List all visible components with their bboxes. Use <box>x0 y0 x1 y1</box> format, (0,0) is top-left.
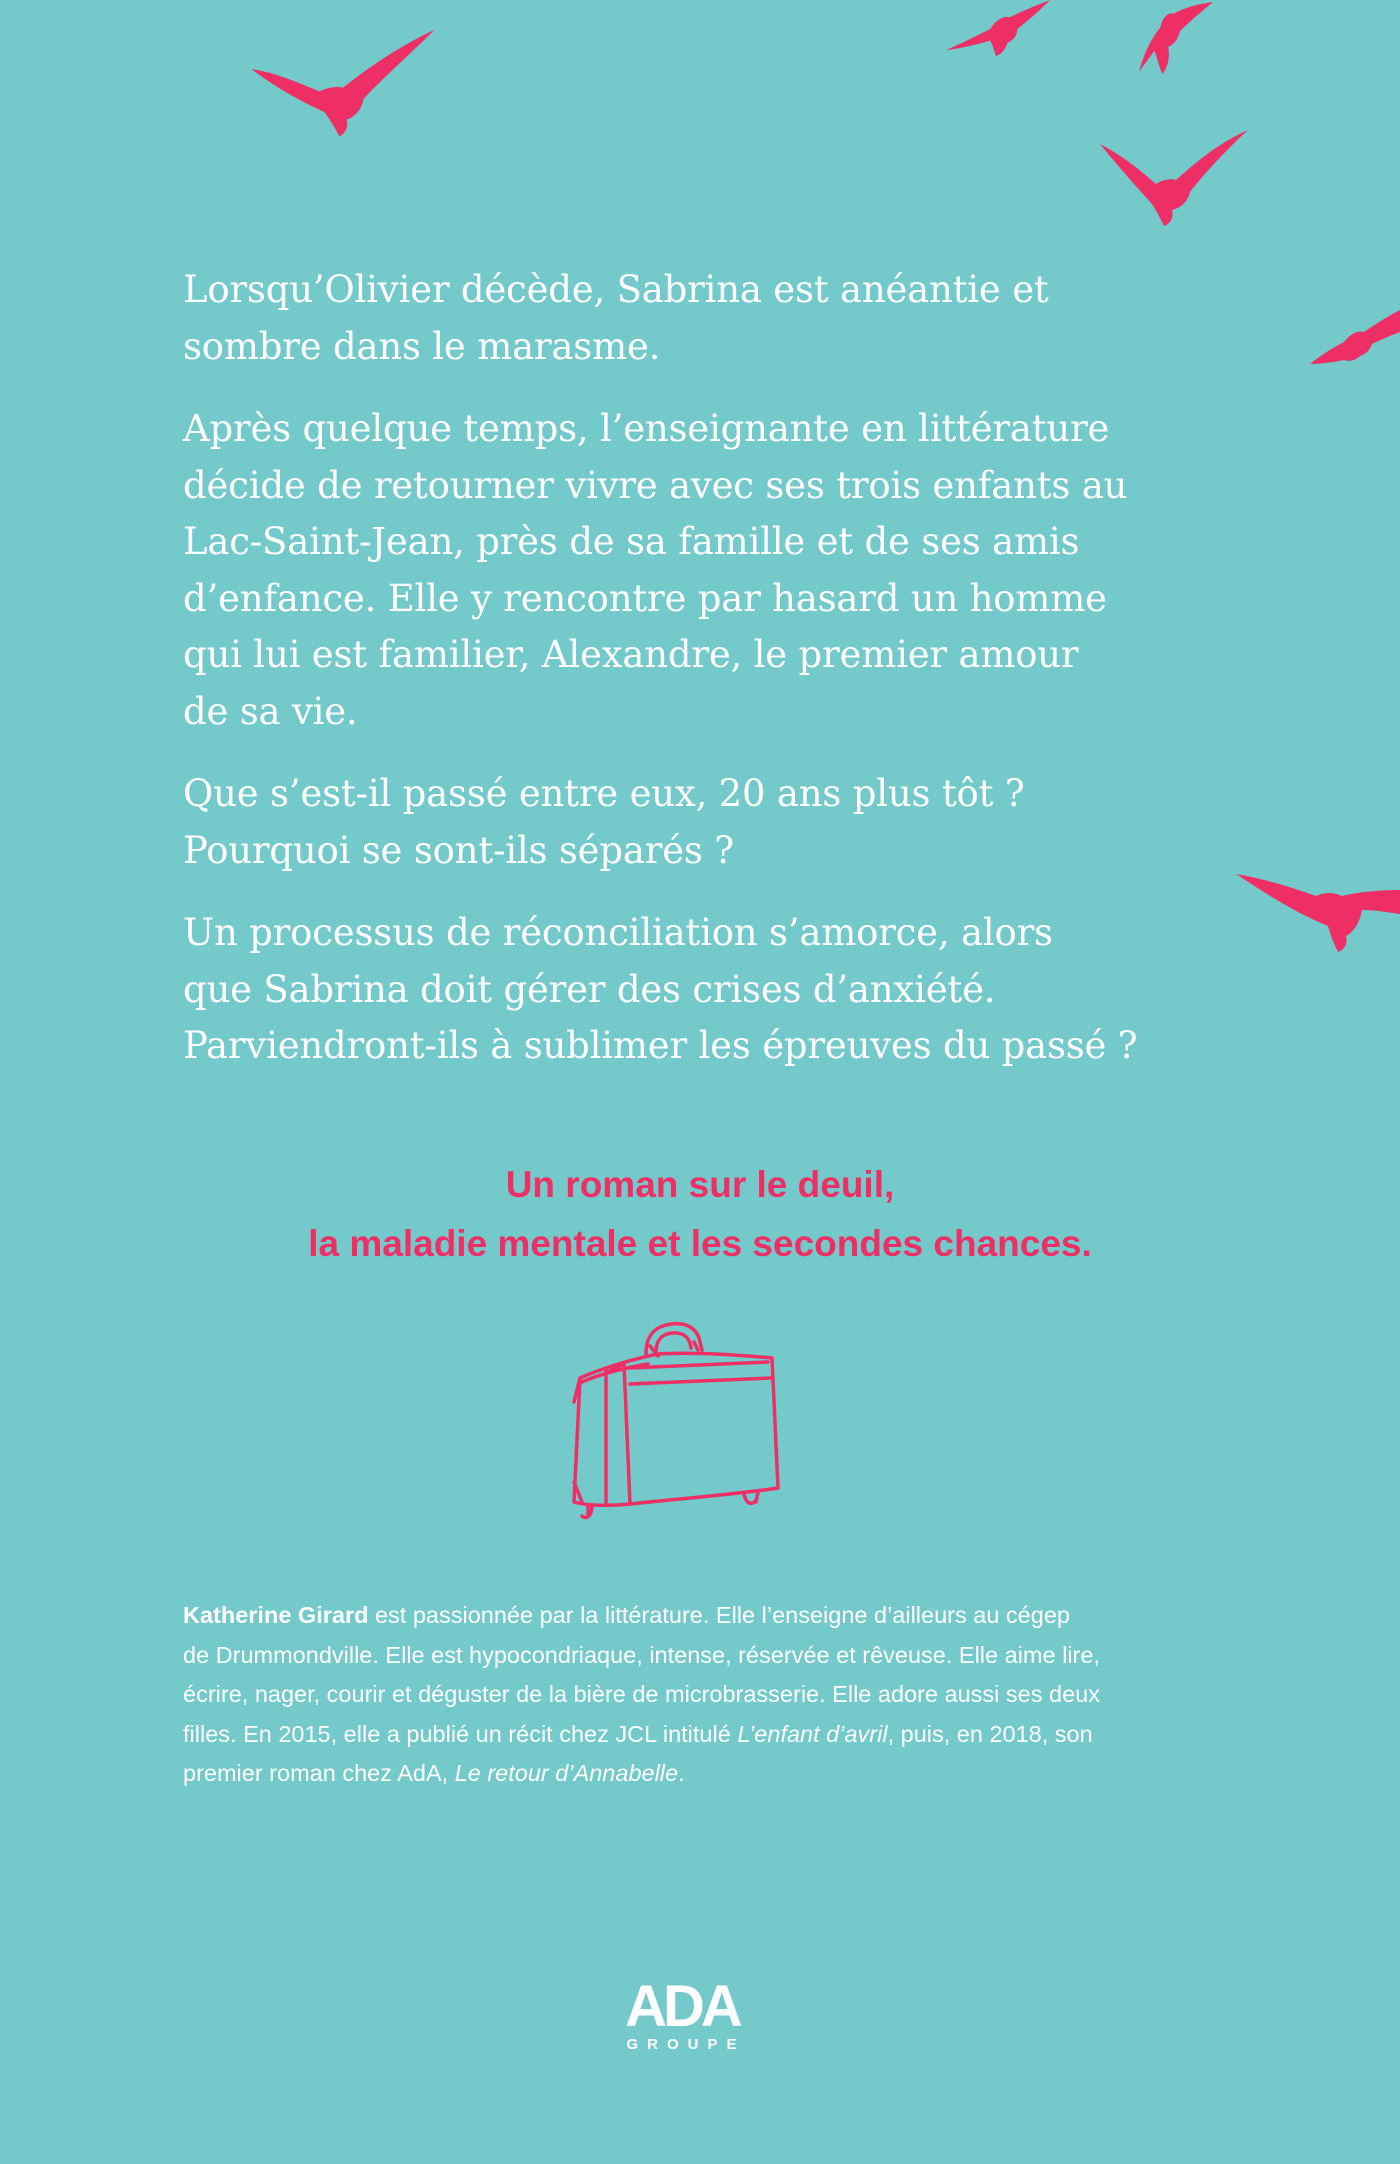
tagline-line: la maladie mentale et les secondes chances. <box>308 1223 1092 1264</box>
bio-text: est passionnée par la littérature. Elle l’enseigne d’ailleurs au cégep <box>368 1602 1070 1628</box>
bird-icon <box>1236 868 1400 952</box>
logo-subtitle: GROUPE <box>626 2036 746 2053</box>
bird-icon <box>248 28 438 140</box>
synopsis-paragraph <box>183 905 1243 1075</box>
tagline-line: Un roman sur le deuil, <box>505 1164 895 1205</box>
bio-line <box>183 1715 1253 1755</box>
bio-text: filles. En 2015, elle a publié un récit chez JCL intitulé <box>183 1720 738 1747</box>
text-line: décide de retourner vivre avec ses trois enfants au <box>183 463 1128 507</box>
bird-icon <box>1310 302 1400 370</box>
synopsis-paragraph <box>183 766 1243 879</box>
suitcase-icon <box>568 1312 786 1532</box>
text-line: Un processus de réconciliation s’amorce, alors <box>183 911 1053 954</box>
text-line: qui lui est familier, Alexandre, le premier amour <box>183 633 1079 676</box>
synopsis-paragraph <box>183 401 1243 740</box>
bio-line: de Drummondville. Elle est hypocondriaque, intense, réservée et rêveuse. Elle aime lire, <box>183 1641 1100 1668</box>
bio-text: . <box>678 1760 685 1786</box>
text-line: Pourquoi se sont-ils séparés ? <box>183 828 734 872</box>
text-line: de sa vie. <box>183 689 358 733</box>
book-title: Le retour d’Annabelle <box>454 1760 679 1786</box>
text-line: Parviendront-ils à sublimer les épreuves du passé ? <box>183 1024 1138 1067</box>
bio-line <box>183 1596 1253 1636</box>
synopsis-paragraph <box>183 262 1243 375</box>
bird-icon <box>1100 128 1250 228</box>
bio-line <box>183 1754 1253 1794</box>
bird-icon <box>945 0 1053 58</box>
text-line: Que s’est-il passé entre eux, 20 ans plus tôt ? <box>183 772 1025 815</box>
bio-text: , puis, en 2018, son <box>887 1720 1093 1747</box>
tagline <box>0 1155 1400 1273</box>
logo-mark: ADA <box>625 1974 739 2039</box>
bio-line: écrire, nager, courir et déguster de la bière de microbrasserie. Elle adore aussi ses deux <box>183 1681 1100 1707</box>
publisher-logo <box>612 1974 752 2068</box>
text-line: d’enfance. Elle y rencontre par hasard un homme <box>183 576 1107 620</box>
text-line: que Sabrina doit gérer des crises d’anxiété. <box>183 967 996 1011</box>
text-line: Lorsqu’Olivier décède, Sabrina est anéantie et <box>183 268 1049 311</box>
bird-icon <box>1137 0 1215 78</box>
author-bio <box>183 1596 1253 1794</box>
text-line: Lac-Saint-Jean, près de sa famille et de ses amis <box>183 520 1080 563</box>
bio-text: premier roman chez AdA, <box>183 1760 455 1786</box>
synopsis <box>183 262 1243 1101</box>
book-title: L’enfant d’avril <box>737 1720 888 1747</box>
text-line: sombre dans le marasme. <box>183 324 661 368</box>
author-name: Katherine Girard <box>183 1602 369 1628</box>
text-line: Après quelque temps, l’enseignante en littérature <box>183 407 1110 450</box>
